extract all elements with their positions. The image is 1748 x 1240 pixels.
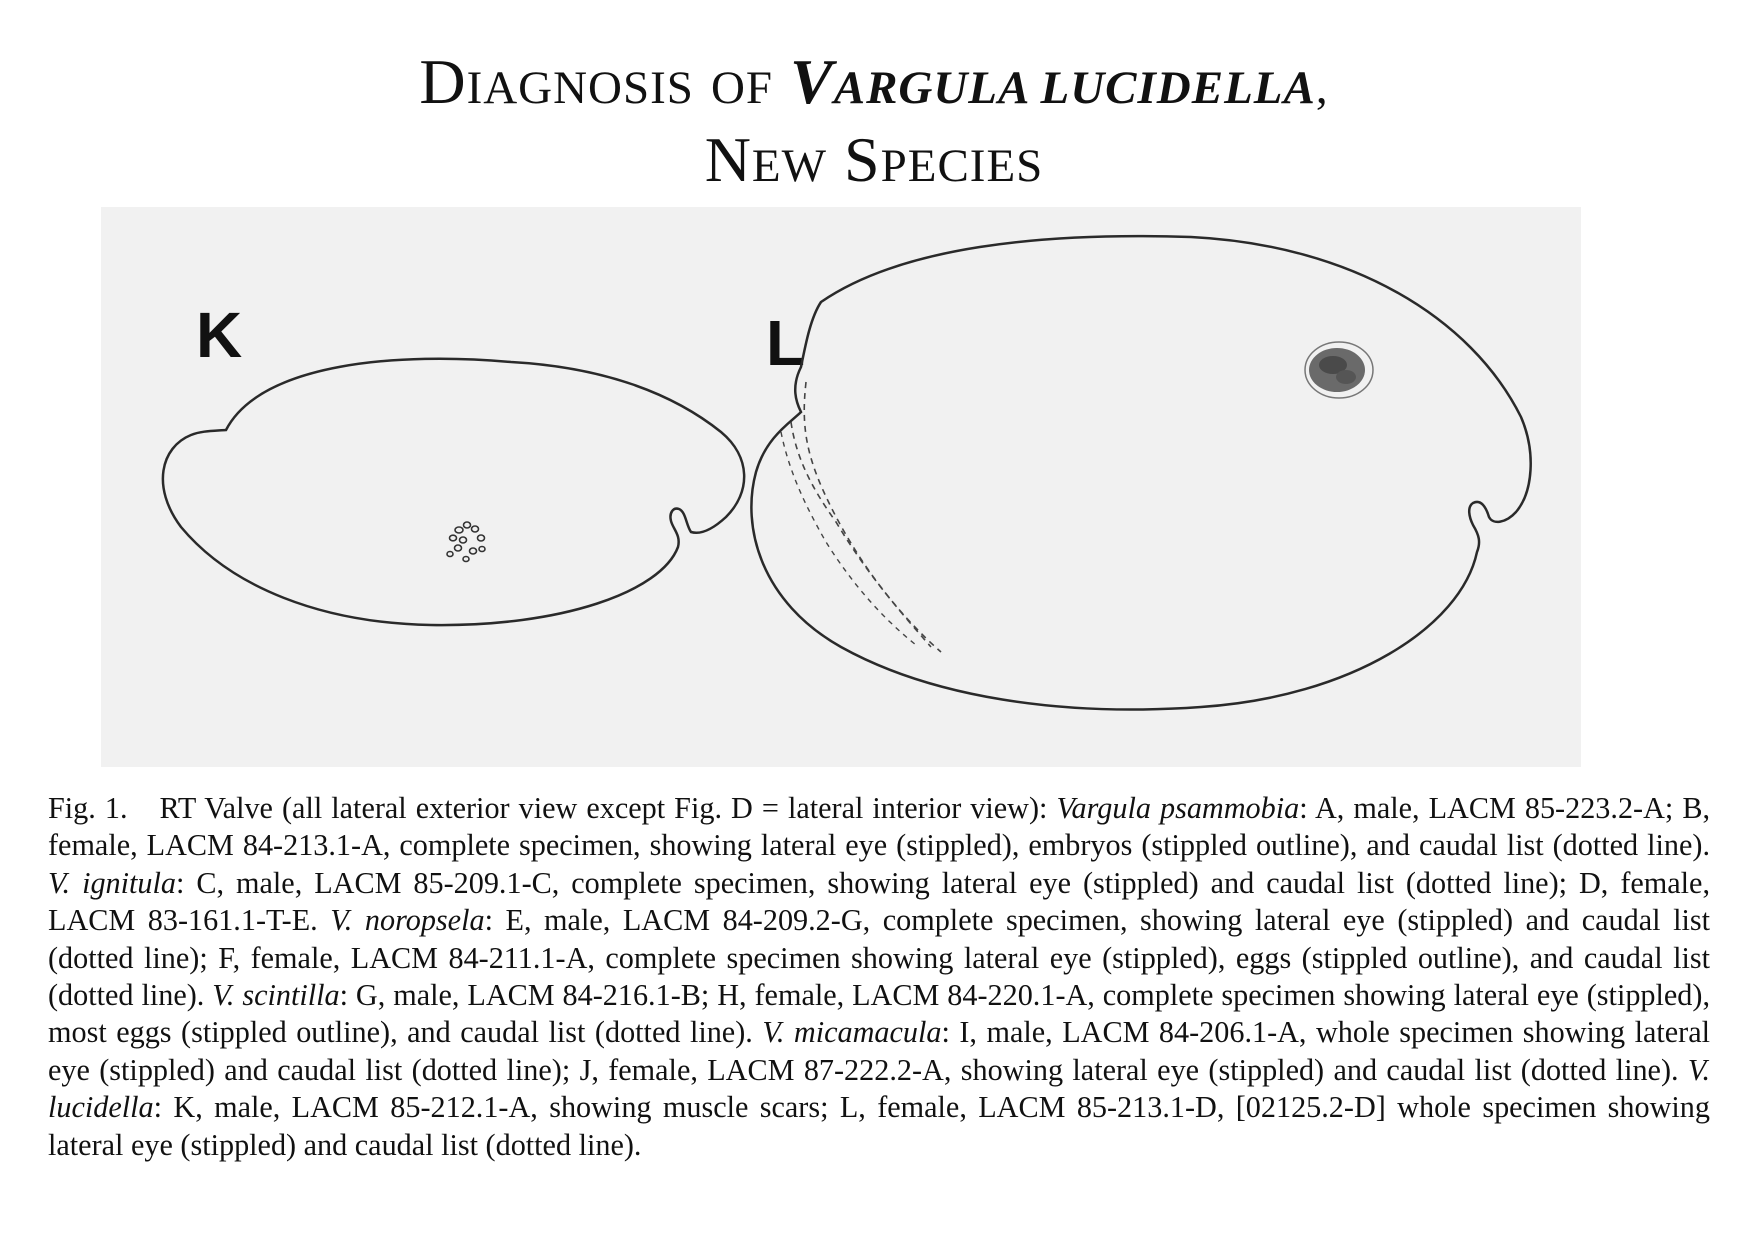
species-name: V. scintilla [212,978,340,1013]
title-species-initial: V [790,46,834,117]
species-name: V. noropsela [330,903,485,938]
species-name: V. ignitula [48,865,176,900]
title-word: EW [751,140,827,192]
caudal-list-line-1 [804,382,941,652]
page-title-line-1 [0,46,1748,117]
caption-text: : A, male, LACM 85-223.2-A; B, female, LACM 84-213.1-A, complete specimen, showing lateral eye (stippled), embryos (stippled outline), and caudal list (dotted line). [48,791,1711,863]
page-title-line-2 [0,124,1748,195]
title-initial: N [704,124,752,195]
species-name: V. lucidella [48,1052,1710,1125]
caption-text: RT Valve (all lateral exterior view except Fig. D = lateral interior view): [159,791,1048,825]
valve-l-outline [751,236,1530,709]
title-comma: , [1315,62,1329,114]
title-initial: D [419,46,467,117]
caption-text: : K, male, LACM 85-212.1-A, showing muscle scars; L, female, LACM 85-213.1-D, [02125.2-D] whole specimen showing lateral eye (stippled) and caudal list (dotted line). [48,1090,1710,1162]
title-species-name: ARGULA LUCIDELLA [833,62,1316,114]
caudal-list-line-2 [791,422,931,647]
figure-panel [101,207,1581,767]
caption-label: Fig. 1. [48,791,128,825]
caption-text: : I, male, LACM 84-206.1-A, whole specimen showing lateral eye (stippled) and caudal list (dotted line); J, female, LACM 87-222.2-A, showing lateral eye (stippled) and caudal list (dotted line). [48,1015,1710,1087]
title-word: PECIES [880,140,1044,192]
lateral-eye-stippled [1305,342,1373,398]
title-word: IAGNOSIS [466,62,694,114]
species-name: V. micamacula [762,1015,942,1050]
valve-k-outline [163,359,744,625]
figure-label-k: K [196,299,243,371]
muscle-scars [447,522,485,562]
species-name: Vargula psammobia [1056,791,1300,825]
caption-text: : G, male, LACM 84-216.1-B; H, female, LACM 84-220.1-A, complete specimen showing lateral eye (stippled), most eggs (stippled outline), and caudal list (dotted line). [48,978,1711,1050]
caption-text: : E, male, LACM 84-209.2-G, complete specimen, showing lateral eye (stippled) and caudal list (dotted line); F, female, LACM 84-211.1-A, complete specimen showing lateral eye (stippled), eggs (stippled outline), and caudal list (dotted line). [48,903,1710,1013]
title-initial: S [844,124,881,195]
figure-caption [48,790,1710,1164]
valve-drawings [101,207,1581,767]
title-word: OF [710,62,774,114]
figure-label-l: L [766,307,806,379]
caption-text: : C, male, LACM 85-209.1-C, complete specimen, showing lateral eye (stippled) and caudal list (dotted line); D, female, LACM 83-161.1-T-E. [48,865,1710,938]
